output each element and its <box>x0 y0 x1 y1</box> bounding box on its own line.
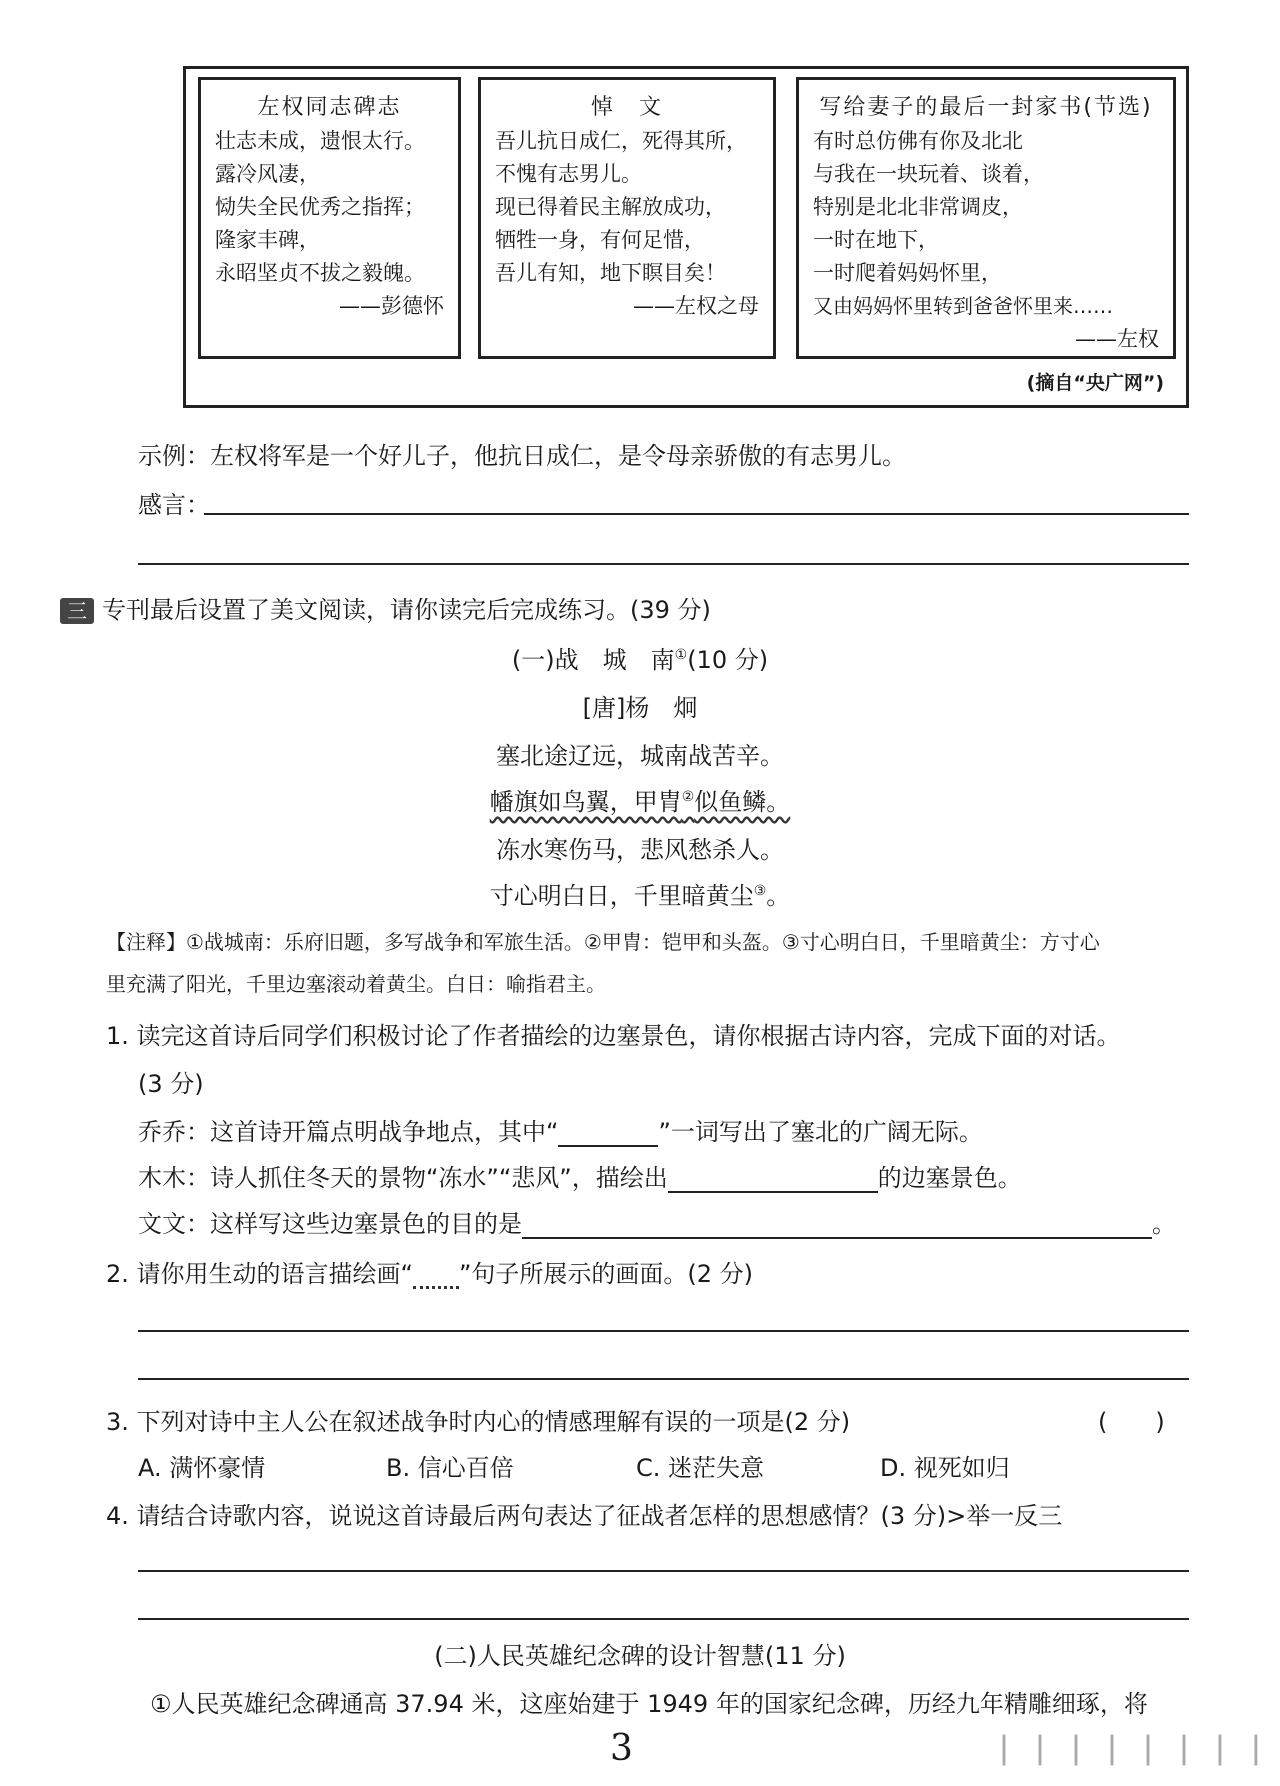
elegy-line: 现已得着民主解放成功， <box>495 195 726 219</box>
letter-line: 与我在一块玩着、谈着， <box>813 162 1044 186</box>
letter-signature: ——左权 <box>1075 327 1159 351</box>
elegy-box <box>478 77 776 359</box>
answer-line[interactable] <box>138 1330 1189 1332</box>
letter-box <box>796 77 1176 359</box>
mu-line <box>138 1158 1022 1193</box>
epitaph-signature: ——彭德怀 <box>339 294 444 318</box>
dialogue-text: 。 <box>1152 1210 1176 1238</box>
dialogue-text: 木木：诗人抓住冬天的景物“冻水”“悲风”，描绘出 <box>138 1164 668 1192</box>
question-text: ”句子所展示的画面。(2 分) <box>458 1260 754 1288</box>
epitaph-line: 隆家丰碑， <box>215 228 320 252</box>
epitaph-line: 壮志未成，遗恨太行。 <box>215 129 425 153</box>
epitaph-title: 左权同志碑志 <box>257 95 402 120</box>
answer-line[interactable] <box>138 1570 1189 1572</box>
footnote-marker: ① <box>674 647 688 663</box>
poem-line-wavy <box>0 782 1280 817</box>
poem-score: (10 分) <box>687 646 769 674</box>
letter-line: 一时在地下， <box>813 228 939 252</box>
question-3: 3. 下列对诗中主人公在叙述战争时内心的情感理解有误的一项是(2 分) <box>106 1408 851 1436</box>
dialogue-text: 的边塞景色。 <box>877 1164 1022 1192</box>
dialogue-text: 乔乔：这首诗开篇点明战争地点，其中“ <box>138 1118 559 1146</box>
elegy-line: 吾儿有知，地下瞑目矣！ <box>495 261 726 285</box>
question-text: 2. 请你用生动的语言描绘画“ <box>106 1260 413 1288</box>
option-c[interactable]: C. 迷茫失意 <box>636 1454 765 1482</box>
poem-line-part: 幡旗如鸟翼，甲胄 <box>489 788 682 816</box>
dialogue-text: ”一词写出了塞北的广阔无际。 <box>658 1118 983 1146</box>
elegy-title: 悼 文 <box>590 95 663 120</box>
quote-panel <box>183 66 1189 408</box>
poem-notes: 里充满了阳光，千里边塞滚动着黄尘。白日：喻指君主。 <box>106 972 606 996</box>
page-number: 3 <box>610 1728 633 1769</box>
epitaph-line: 露冷风凄， <box>215 162 320 186</box>
dialogue-text: 文文：这样写这些边塞景色的目的是 <box>138 1210 522 1238</box>
question-1-score: (3 分) <box>138 1070 204 1098</box>
elegy-line: 牺牲一身，有何足惜， <box>495 228 705 252</box>
wavy-marker <box>413 1286 459 1289</box>
article-paragraph: ①人民英雄纪念碑通高 37.94 米，这座始建于 1949 年的国家纪念碑，历经九年精雕细琢，将 <box>150 1690 1148 1718</box>
answer-paren[interactable]: ( ) <box>1098 1408 1165 1436</box>
option-d[interactable]: D. 视死如归 <box>880 1454 1010 1482</box>
question-4 <box>106 1496 1062 1531</box>
answer-line[interactable] <box>138 1618 1189 1620</box>
option-a[interactable]: A. 满怀豪情 <box>138 1454 266 1482</box>
answer-blank[interactable] <box>558 1145 658 1147</box>
wen-line <box>138 1204 1176 1239</box>
elegy-signature: ——左权之母 <box>633 294 759 318</box>
poem-line <box>0 876 1280 911</box>
poem-line: 塞北途辽远，城南战苦辛。 <box>496 742 784 770</box>
wavy-underlined-line <box>490 788 791 816</box>
letter-line: 一时爬着妈妈怀里， <box>813 261 1002 285</box>
poem-notes: 【注释】①战城南：乐府旧题，多写战争和军旅生活。②甲胄：铠甲和头盔。③寸心明白日，千里暗黄尘：方寸心 <box>106 930 1100 954</box>
section-badge: 三 <box>60 598 94 624</box>
question-2 <box>106 1254 753 1289</box>
answer-blank[interactable] <box>522 1237 1152 1239</box>
letter-title: 写给妻子的最后一封家书(节选) <box>819 95 1153 120</box>
poem-line-part: 似鱼鳞。 <box>694 788 791 816</box>
footnote-marker: ② <box>681 789 695 805</box>
elegy-line: 吾儿抗日成仁，死得其所， <box>495 129 747 153</box>
answer-line[interactable] <box>138 563 1189 565</box>
answer-blank[interactable] <box>668 1191 878 1193</box>
poem-line-part: 寸心明白日，千里暗黄尘 <box>489 882 754 910</box>
question-text: 4. 请结合诗歌内容，说说这首诗最后两句表达了征战者怎样的思想感情？(3 分) <box>106 1502 947 1530</box>
poem-line-part: 。 <box>766 882 791 910</box>
answer-line[interactable] <box>204 513 1189 515</box>
section-heading-text: 专刊最后设置了美文阅读，请你读完后完成练习。(39 分) <box>102 596 711 624</box>
question-1: 1. 读完这首诗后同学们积极讨论了作者描绘的边塞景色，请你根据古诗内容，完成下面的对话。 <box>106 1022 1121 1050</box>
option-b[interactable]: B. 信心百倍 <box>386 1454 514 1482</box>
example-text: 示例：左权将军是一个好儿子，他抗日成仁，是令母亲骄傲的有志男儿。 <box>138 442 906 470</box>
poem-title <box>0 640 1280 675</box>
qiao-line <box>138 1112 983 1147</box>
poem-title-text: (一)战 城 南 <box>511 646 675 674</box>
poem-author: [唐]杨 炯 <box>582 694 698 722</box>
question-tag: >举一反三 <box>946 1502 1063 1530</box>
poem-line: 冻水寒伤马，悲风愁杀人。 <box>496 836 784 864</box>
section-heading <box>60 590 711 625</box>
epitaph-line: 永昭坚贞不拔之毅魄。 <box>215 261 425 285</box>
toolbar-decoration: ▕▏▕▏▕▏▕▏▕▏▕▏▕▏▕▏ <box>985 1736 1273 1766</box>
answer-line[interactable] <box>138 1378 1189 1380</box>
letter-line: 有时总仿佛有你及北北 <box>813 129 1023 153</box>
feeling-label: 感言： <box>138 491 210 519</box>
elegy-line: 不愧有志男儿。 <box>495 162 642 186</box>
article-title: (二)人民英雄纪念碑的设计智慧(11 分) <box>434 1642 846 1670</box>
epitaph-line: 恸失全民优秀之指挥； <box>215 195 425 219</box>
footnote-marker: ③ <box>753 883 767 899</box>
epitaph-box <box>198 77 461 359</box>
source-citation: (摘自“央广网”) <box>1026 372 1164 394</box>
letter-line: 特别是北北非常调皮， <box>813 195 1023 219</box>
letter-line: 又由妈妈怀里转到爸爸怀里来…… <box>813 294 1113 318</box>
